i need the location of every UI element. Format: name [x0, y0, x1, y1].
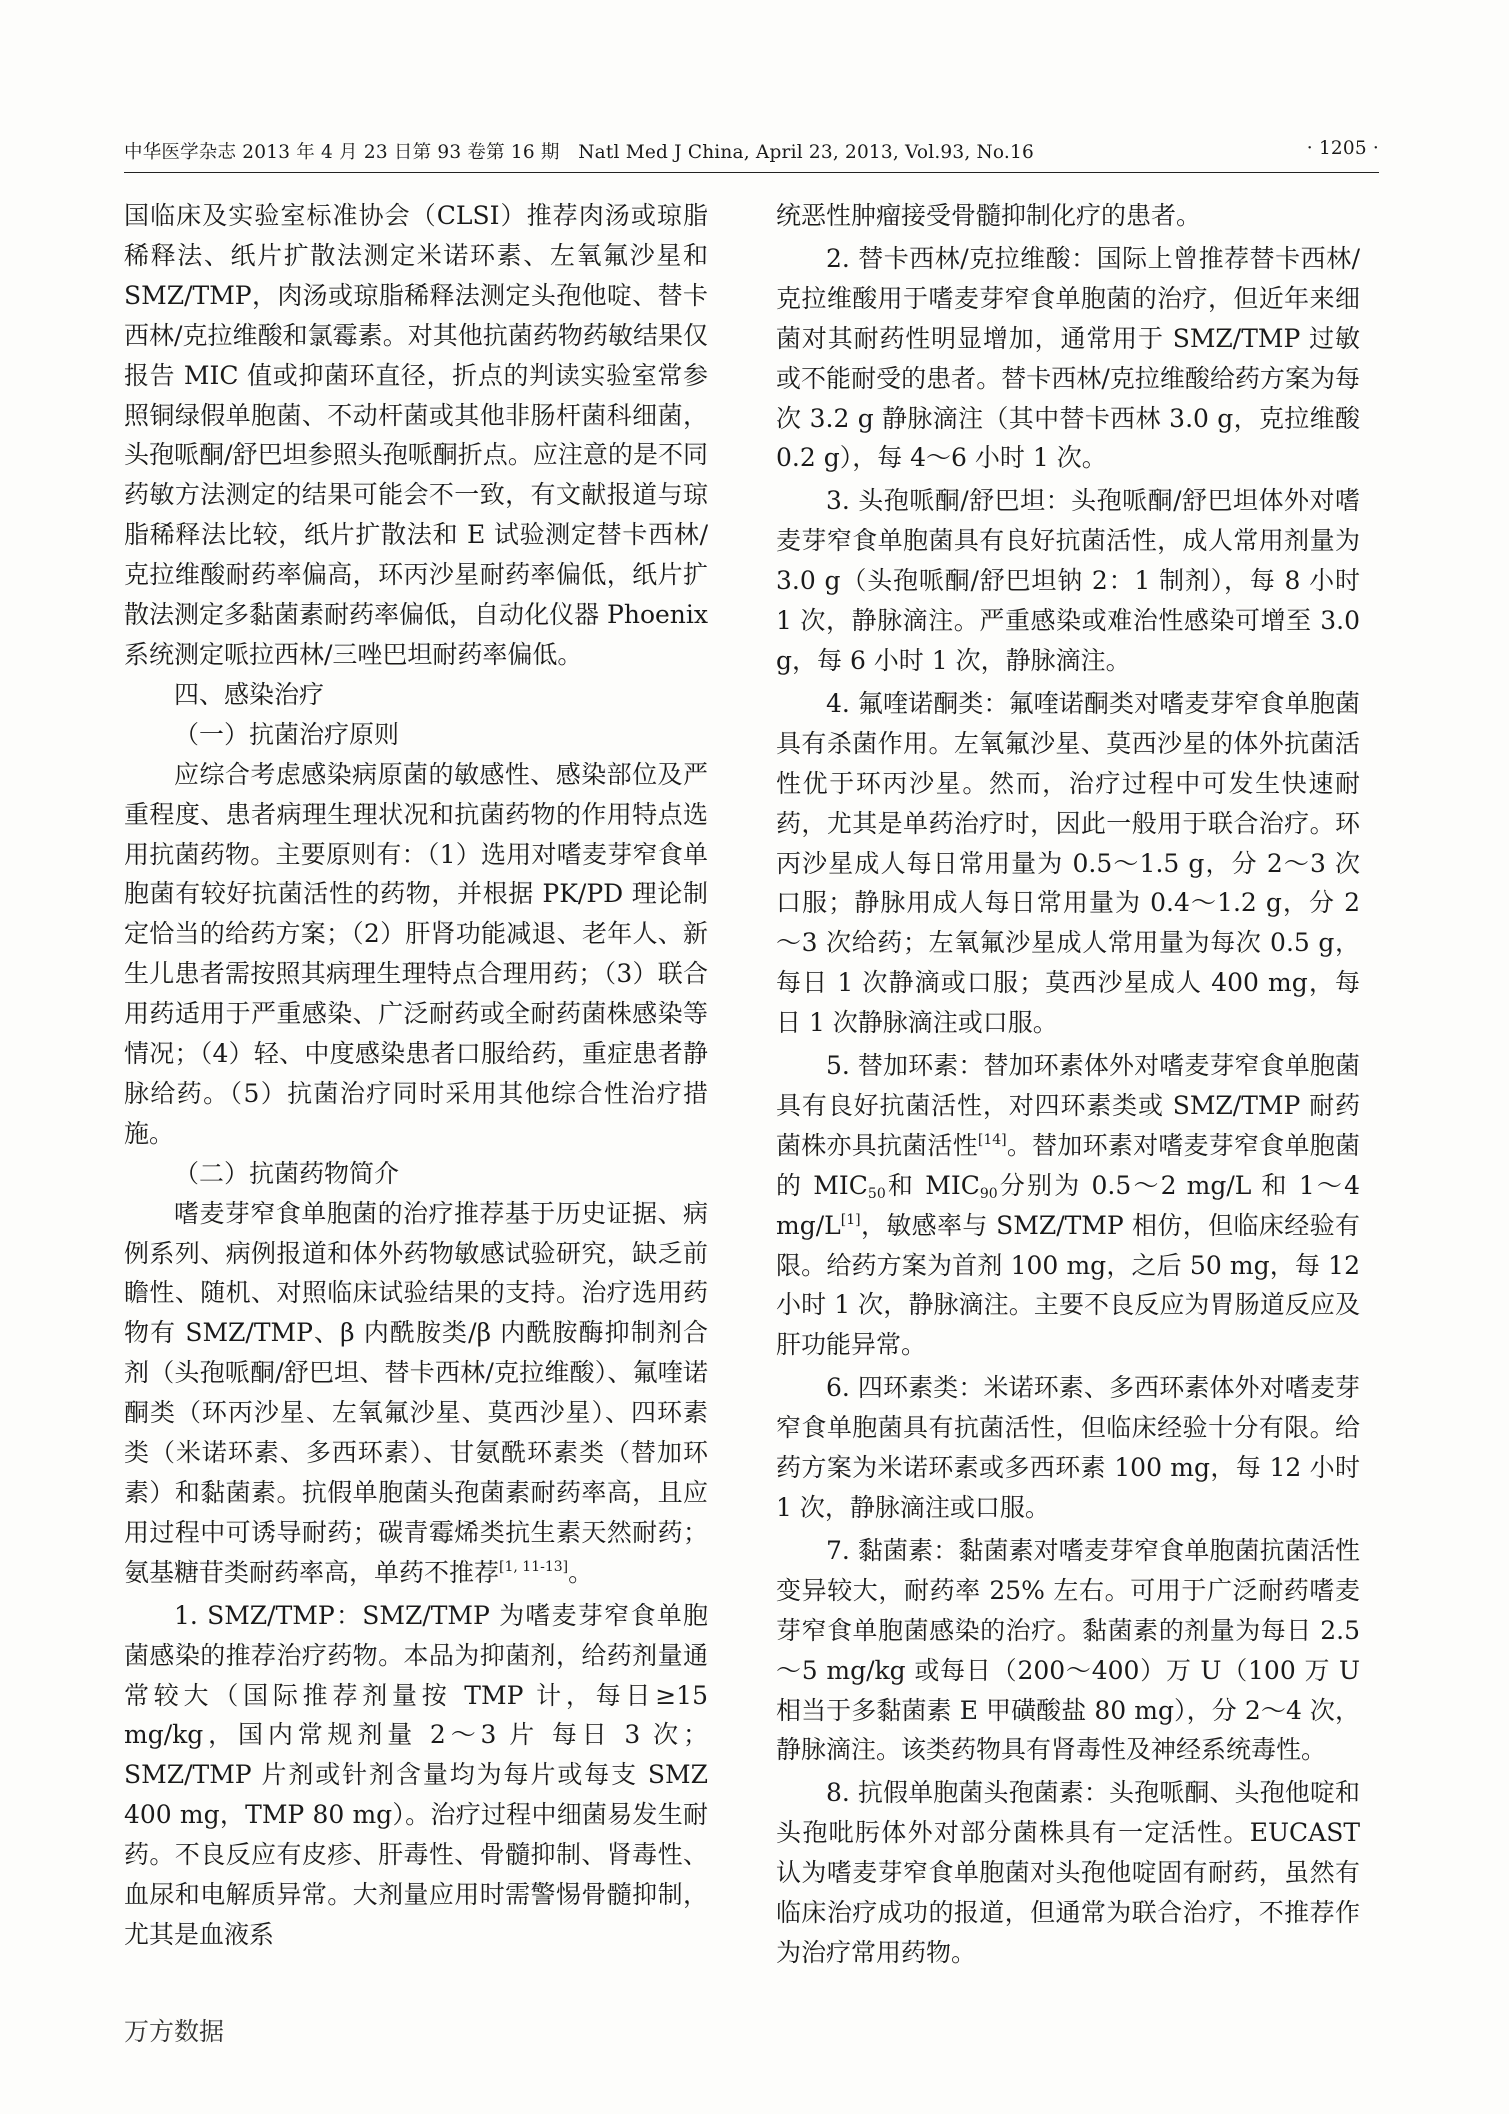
paragraph-colistin: 7. 黏菌素：黏菌素对嗜麦芽窄食单胞菌抗菌活性变异较大，耐药率 25% 左右。可用于广泛耐药嗜麦芽窄食单胞菌感染的治疗。黏菌素的剂量为每日 2.5～5 mg/kg 或每日（200～400）万 U（100 万 U 相当于多黏菌素 E 甲磺酸盐 80 mg），分 2～4 次，静脉滴注。该类药物具有肾毒性及神经系统毒性。: [776, 1535, 1360, 1765]
left-column: [124, 196, 708, 1955]
paragraph-principles: 应综合考虑感染病原菌的敏感性、感染部位及严重程度、患者病理生理状况和抗菌药物的作用特点选用抗菌药物。主要原则有：（1）选用对嗜麦芽窄食单胞菌有较好抗菌活性的药物，并根据 PK/PD 理论制定恰当的给药方案；（2）肝肾功能减退、老年人、新生儿患者需按照其病理生理特点合理用药；（3）联合用药适用于严重感染、广泛耐药或全耐药菌株感染等情况；（4）轻、中度感染患者口服给药，重症患者静脉给药。（5）抗菌治疗同时采用其他综合性治疗措施。: [124, 759, 708, 1148]
paragraph-cephalosporins: 8. 抗假单胞菌头孢菌素：头孢哌酮、头孢他啶和头孢吡肟体外对部分菌株具有一定活性。EUCAST 认为嗜麦芽窄食单胞菌对头孢他啶固有耐药，虽然有临床治疗成功的报道，但通常为联合治疗，不推荐作为治疗常用药物。: [776, 1778, 1360, 1967]
page-number: · 1205 ·: [1306, 138, 1379, 159]
citation-ref: [1]: [840, 1211, 861, 1228]
paragraph-fluoroquinolones: 4. 氟喹诺酮类：氟喹诺酮类对嗜麦芽窄食单胞菌具有杀菌作用。左氧氟沙星、莫西沙星的体外抗菌活性优于环丙沙星。然而，治疗过程中可发生快速耐药，尤其是单药治疗时，因此一般用于联合治疗。环丙沙星成人每日常用量为 0.5～1.5 g，分 2～3 次口服；静脉用成人每日常用量为 0.4～1.2 g，分 2～3 次给药；左氧氟沙星成人常用量为每次 0.5 g，每日 1 次静滴或口服；莫西沙星成人 400 mg，每日 1 次静脉滴注或口服。: [776, 688, 1360, 1038]
citation-ref: [14]: [977, 1131, 1007, 1148]
paragraph-ticarcillin: 2. 替卡西林/克拉维酸：国际上曾推荐替卡西林/克拉维酸用于嗜麦芽窄食单胞菌的治疗，但近年来细菌对其耐药性明显增加，通常用于 SMZ/TMP 过敏或不能耐受的患者。替卡西林/克拉维酸给药方案为每次 3.2 g 静脉滴注（其中替卡西林 3.0 g，克拉维酸 0.2 g），每 4～6 小时 1 次。: [776, 243, 1360, 473]
right-column: [776, 196, 1360, 1973]
paragraph-smz-tmp: 1. SMZ/TMP：SMZ/TMP 为嗜麦芽窄食单胞菌感染的推荐治疗药物。本品为抑菌剂，给药剂量通常较大（国际推荐剂量按 TMP 计，每日≥15 mg/kg，国内常规剂量 2～3 片 每日 3 次；SMZ/TMP 片剂或针剂含量均为每片或每支 SMZ 400 mg，TMP 80 mg）。治疗过程中细菌易发生耐药。不良反应有皮疹、肝毒性、骨髓抑制、肾毒性、血尿和电解质异常。大剂量应用时需警惕骨髓抑制，尤其是血液系: [124, 1600, 708, 1949]
subscript-50: 50: [867, 1185, 886, 1202]
section-heading-infection-treatment: 四、感染治疗: [174, 679, 325, 709]
watermark-footer: 万方数据: [124, 2017, 225, 2046]
paragraph-cefoperazone: 3. 头孢哌酮/舒巴坦：头孢哌酮/舒巴坦体外对嗜麦芽窄食单胞菌具有良好抗菌活性，成人常用剂量为 3.0 g（头孢哌酮/舒巴坦钠 2：1 制剂），每 8 小时 1 次，静脉滴注。严重感染或难治性感染可增至 3.0 g，每 6 小时 1 次，静脉滴注。: [776, 486, 1360, 675]
running-header: [124, 138, 1379, 164]
paragraph-cont-clsi: 国临床及实验室标准协会（CLSI）推荐肉汤或琼脂稀释法、纸片扩散法测定米诺环素、左氧氟沙星和SMZ/TMP，肉汤或琼脂稀释法测定头孢他啶、替卡西林/克拉维酸和氯霉素。对其他抗菌药物药敏结果仅报告 MIC 值或抑菌环直径，折点的判读实验室常参照铜绿假单胞菌、不动杆菌或其他非肠杆菌科细菌，头孢哌酮/舒巴坦参照头孢哌酮折点。应注意的是不同药敏方法测定的结果可能会不一致，有文献报道与琼脂稀释法比较，纸片扩散法和 E 试验测定替卡西林/克拉维酸耐药率偏高，环丙沙星耐药率偏低，纸片扩散法测定多黏菌素耐药率偏低，自动化仪器 Phoenix 系统测定哌拉西林/三唑巴坦耐药率偏低。: [124, 201, 708, 669]
citation-ref: [1, 11-13]: [499, 1558, 569, 1575]
paragraph-tigecycline: 5. 替加环素：替加环素体外对嗜麦芽窄食单胞菌具有良好抗菌活性，对四环素类或 SMZ/TMP 耐药菌株亦具抗菌活性[14]。替加环素对嗜麦芽窄食单胞菌的 $MIC_{50}$和 $MIC_{90}$分别为 0.5～2 mg/L 和 1～4 mg/L[1]，敏感率与 SMZ/TMP 相仿，但临床经验有限。给药方案为首剂 100 mg，之后 50 mg，每 12 小时 1 次，静脉滴注。主要不良反应为胃肠道反应及肝功能异常。: [776, 1051, 1360, 1360]
subscript-90: 90: [979, 1185, 998, 1202]
paragraph-tetracyclines: 6. 四环素类：米诺环素、多西环素体外对嗜麦芽窄食单胞菌具有抗菌活性，但临床经验十分有限。给药方案为米诺环素或多西环素 100 mg，每 12 小时 1 次，静脉滴注或口服。: [776, 1373, 1360, 1522]
header-rule: [124, 172, 1379, 173]
subheading-treatment-principles: （一）抗菌治疗原则: [174, 719, 400, 749]
subheading-drug-overview: （二）抗菌药物简介: [174, 1158, 400, 1188]
paragraph-drug-overview: 嗜麦芽窄食单胞菌的治疗推荐基于历史证据、病例系列、病例报道和体外药物敏感试验研究，缺乏前瞻性、随机、对照临床试验结果的支持。治疗选用药物有 SMZ/TMP、β 内酰胺类/β 内酰胺酶抑制剂合剂（头孢哌酮/舒巴坦、替卡西林/克拉维酸）、氟喹诺酮类（环丙沙星、左氧氟沙星、莫西沙星）、四环素类（米诺环素、多西环素）、甘氨酰环素类（替加环素）和黏菌素。抗假单胞菌头孢菌素耐药率高，且应用过程中可诱导耐药；碳青霉烯类抗生素天然耐药；氨基糖苷类耐药率高，单药不推荐[1, 11-13]。: [124, 1198, 708, 1587]
paragraph-cont-smz-tmp: 统恶性肿瘤接受骨髓抑制化疗的患者。: [776, 201, 1202, 230]
journal-running-head: 中华医学杂志 2013 年 4 月 23 日第 93 卷第 16 期 Natl Med J China, April 23, 2013, Vol.93, No.16: [124, 142, 1034, 163]
